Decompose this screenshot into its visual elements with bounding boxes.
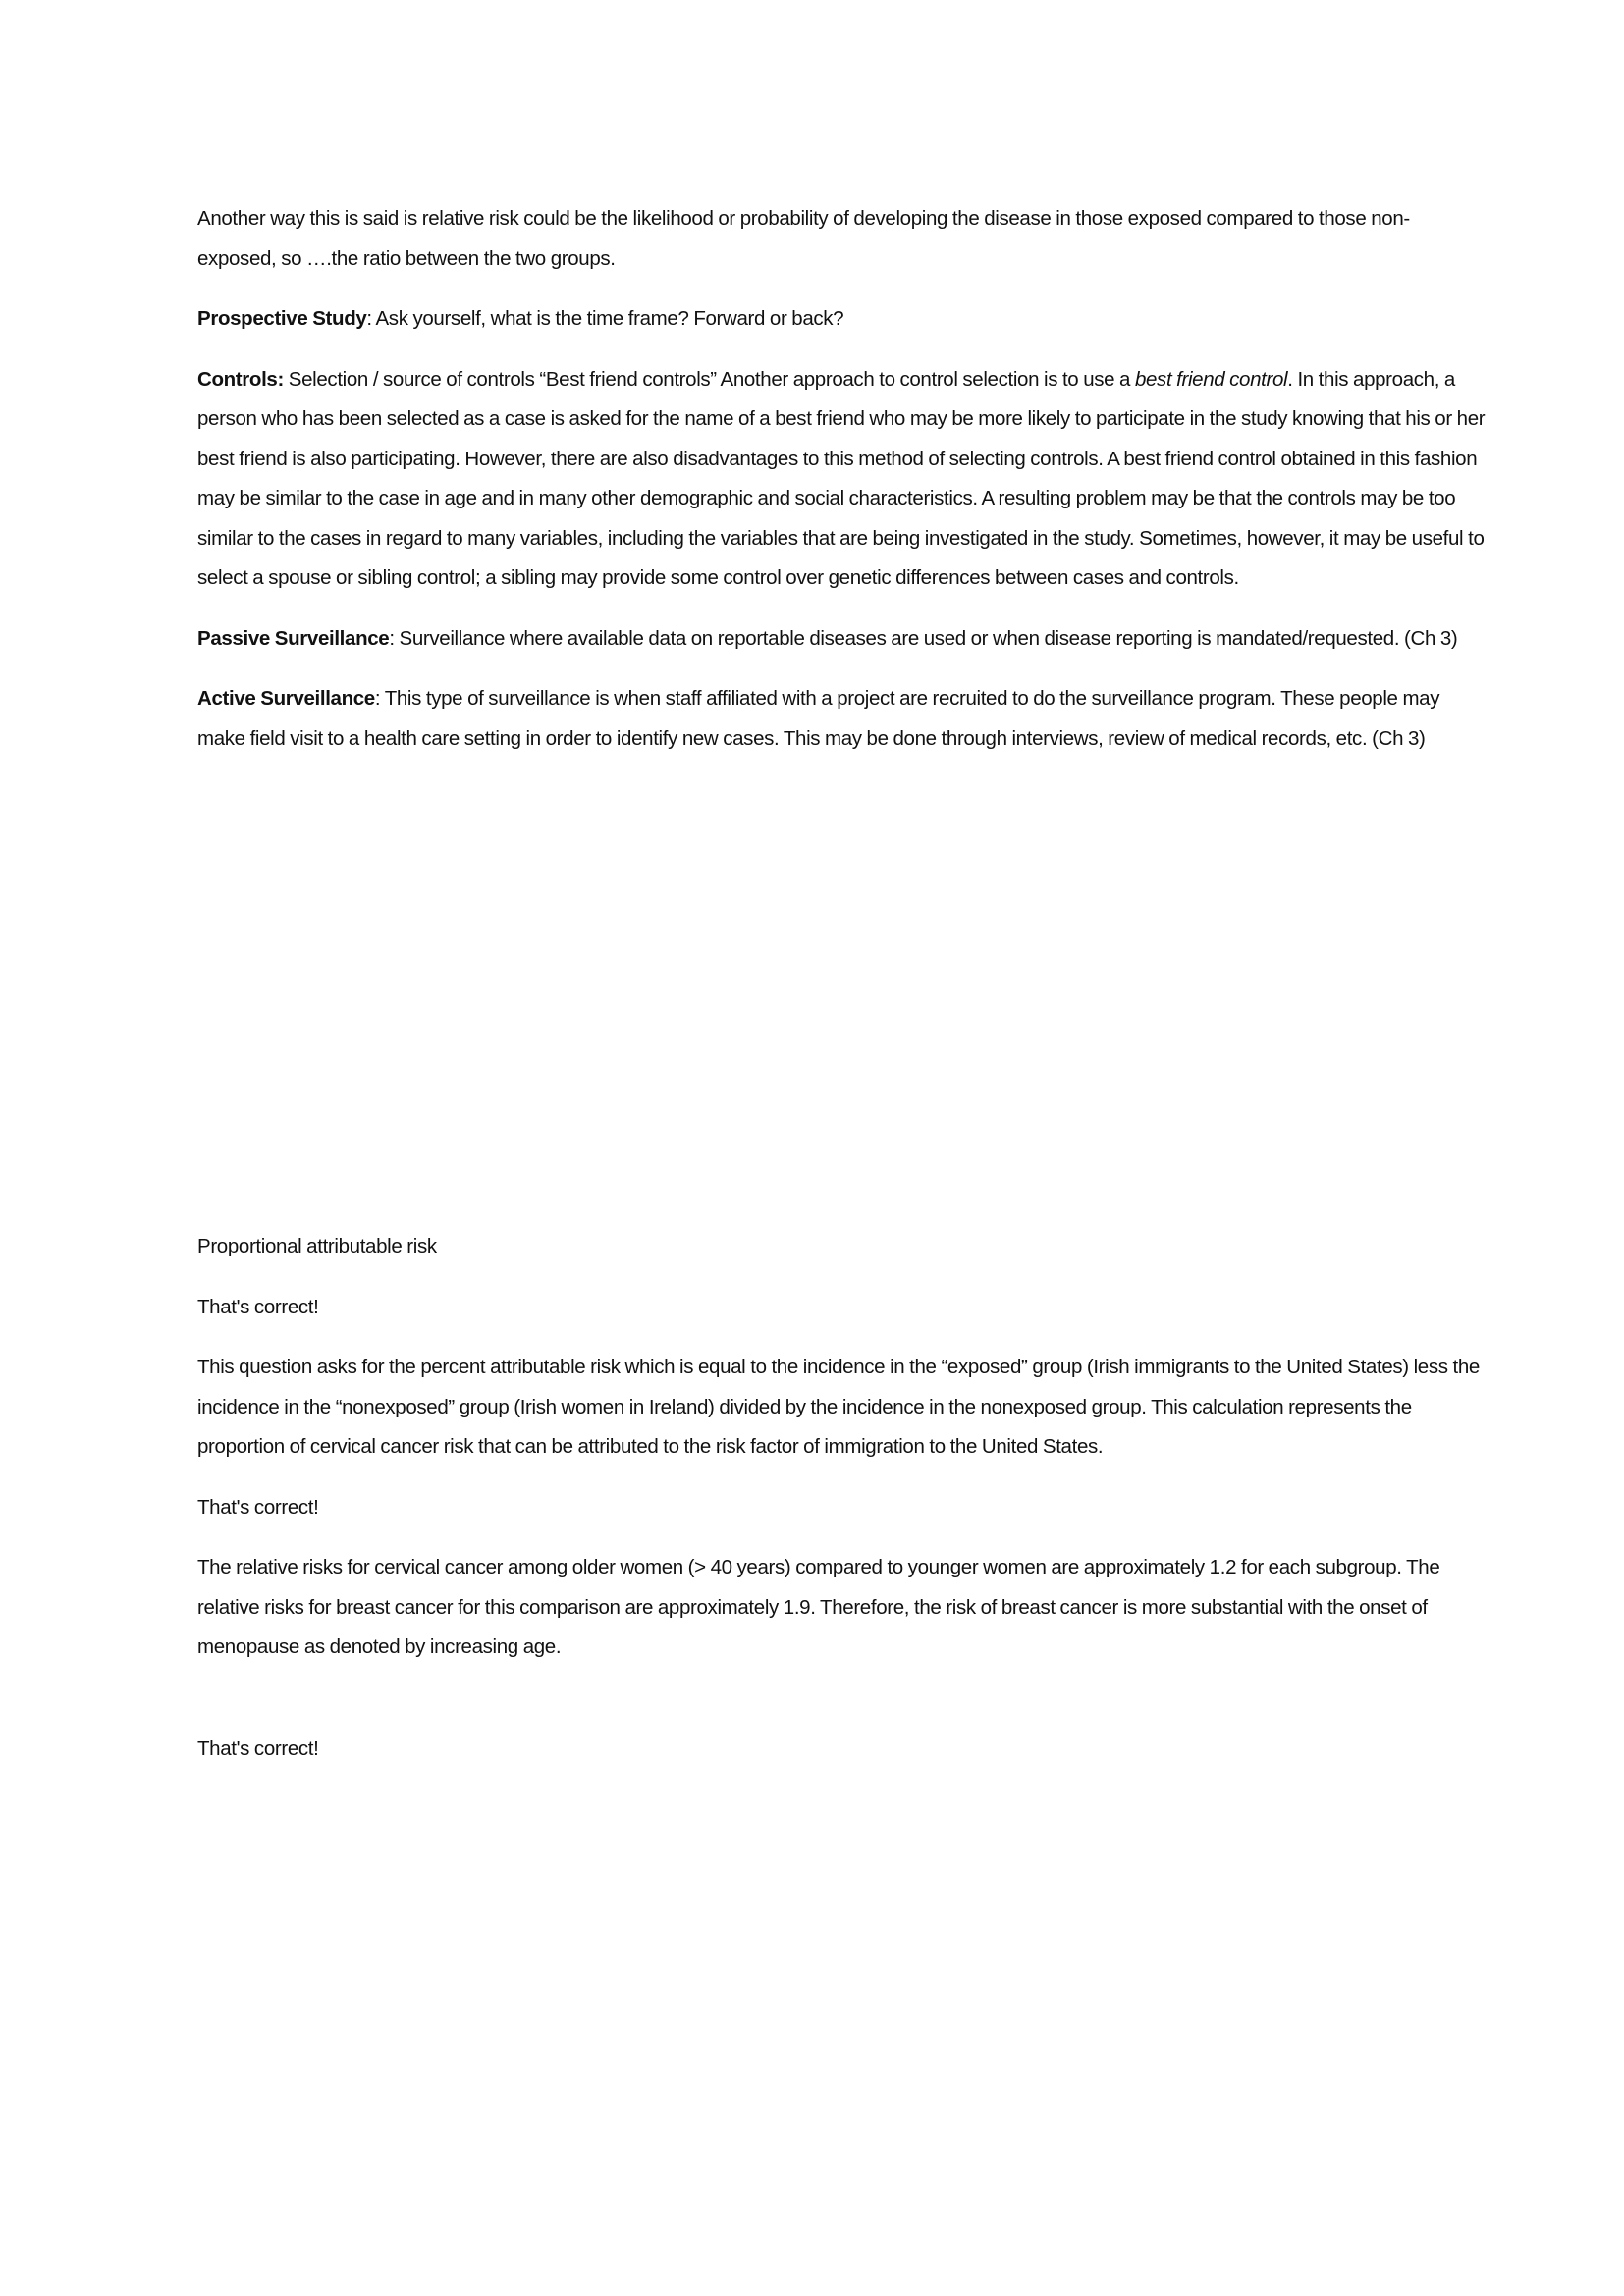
term-label: Passive Surveillance	[197, 626, 390, 650]
correct-feedback: That's correct!	[197, 1736, 319, 1760]
answer-heading: Proportional attributable risk	[197, 1235, 437, 1257]
correct-feedback: That's correct!	[197, 1295, 319, 1318]
controls-paragraph	[197, 360, 1486, 599]
explanation-paragraph: This question asks for the percent attributable risk which is equal to the incidence in the “exposed” group (Irish immigrants to the United States) less the incidence in the “nonexposed” group (Irish women in Ireland) divided by the incidence in the nonexposed group. This calculation represents the proportion of cervical cancer risk that can be attributed to the risk factor of immigration to the United States.	[197, 1356, 1480, 1458]
term-label: Active Surveillance	[197, 687, 375, 710]
definition-text: . In this approach, a person who has been selected as a case is asked for the name of a best friend who may be more likely to participate in the study knowing that his or her best friend is also participating. However, there are also disadvantages to this method of selecting controls. A best friend control obtained in this fashion may be similar to the case in age and in many other demographic and social characteristics. A resulting problem may be that the controls may be too similar to the cases in regard to many variables, including the variables that are being investigated in the study. Sometimes, however, it may be useful to select a spouse or sibling control; a sibling may provide some control over genetic differences between cases and controls.	[197, 367, 1486, 589]
definition-text: : Surveillance where available data on reportable diseases are used or when disease reporting is mandated/requested. (Ch 3)	[389, 626, 1458, 650]
passive-surveillance-paragraph	[197, 619, 1486, 660]
term-label: Controls:	[197, 367, 284, 391]
definition-text: : Ask yourself, what is the time frame? Forward or back?	[366, 307, 844, 330]
definition-text: Selection / source of controls “Best friend controls” Another approach to control selection is to use a	[283, 367, 1135, 391]
relative-risk-paragraph: Another way this is said is relative risk could be the likelihood or probability of developing the disease in those exposed compared to those non-exposed, so ….the ratio between the two groups.	[197, 207, 1410, 270]
explanation-paragraph: The relative risks for cervical cancer among older women (> 40 years) compared to younger women are approximately 1.2 for each subgroup. The relative risks for breast cancer for this comparison are approximately 1.9. Therefore, the risk of breast cancer is more substantial with the onset of menopause as denoted by increasing age.	[197, 1556, 1440, 1658]
italic-term: best friend control	[1134, 367, 1288, 391]
notes-section	[197, 199, 1486, 779]
blank-line	[197, 1688, 1486, 1730]
correct-feedback: That's correct!	[197, 1495, 319, 1519]
definition-text: : This type of surveillance is when staff affiliated with a project are recruited to do the surveillance program. These people may make field visit to a health care setting in order to identify new cases. This may be done through interviews, review of medical records, etc. (Ch 3)	[197, 687, 1440, 750]
active-surveillance-paragraph	[197, 679, 1486, 759]
answers-section	[197, 1227, 1486, 1789]
prospective-study-paragraph	[197, 299, 1486, 340]
term-label: Prospective Study	[197, 307, 367, 330]
